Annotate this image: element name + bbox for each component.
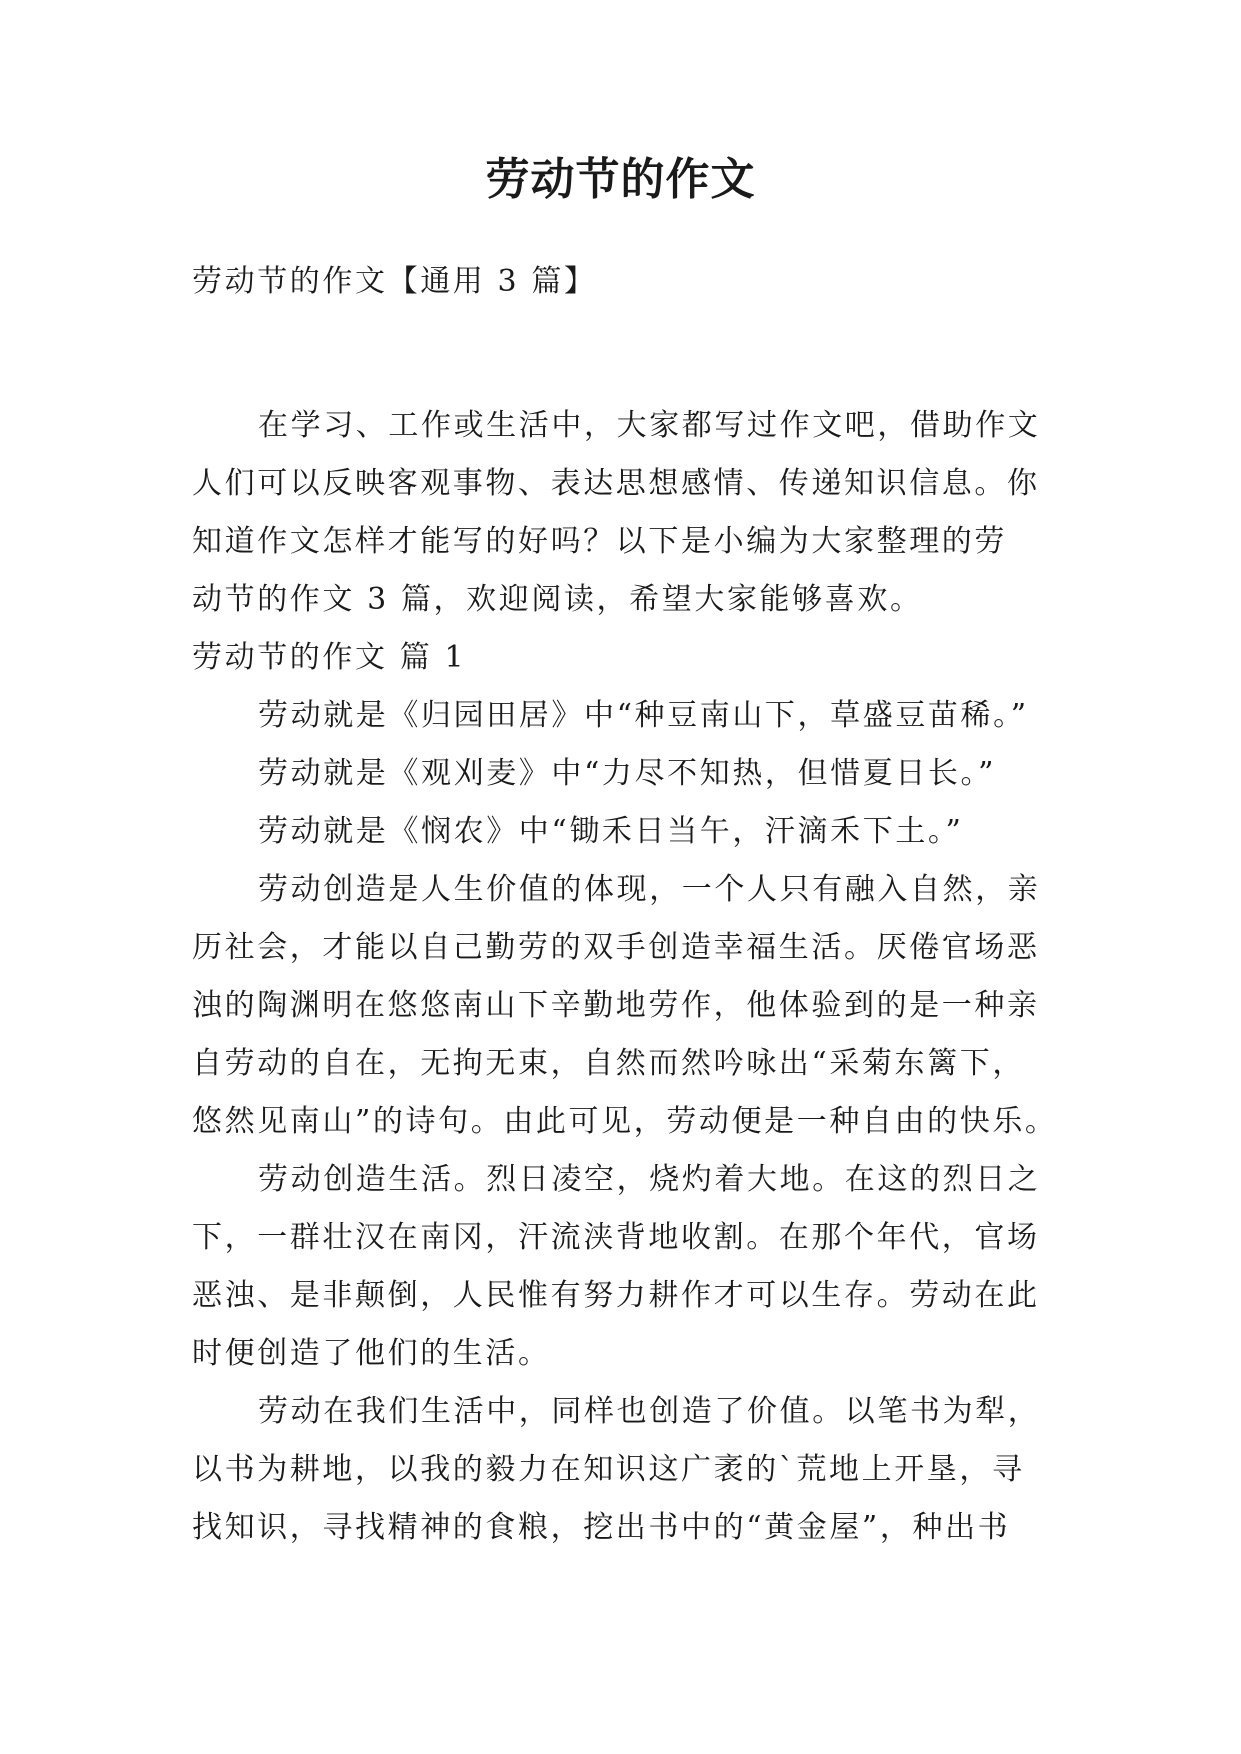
intro-line-4: 动节的作文 3 篇，欢迎阅读，希望大家能够喜欢。	[192, 582, 923, 617]
body-line: 时便创造了他们的生活。	[192, 1336, 551, 1371]
document-subtitle: 劳动节的作文【通用 3 篇】	[192, 264, 597, 299]
intro-line-1: 在学习、工作或生活中，大家都写过作文吧，借助作文	[258, 408, 1041, 443]
body-line: 劳动就是《观刈麦》中“力尽不知热，但惜夏日长。”	[258, 756, 997, 791]
body-line: 历社会，才能以自己勤劳的双手创造幸福生活。厌倦官场恶	[192, 930, 1040, 965]
body-line: 劳动创造生活。烈日凌空，烧灼着大地。在这的烈日之	[258, 1162, 1041, 1197]
body-line: 以书为耕地，以我的毅力在知识这广袤的`荒地上开垦，寻	[192, 1452, 1025, 1487]
body-line: 下，一群壮汉在南冈，汗流浃背地收割。在那个年代，官场	[192, 1220, 1040, 1255]
body-line: 悠然见南山”的诗句。由此可见，劳动便是一种自由的快乐。	[192, 1104, 1058, 1139]
body-line: 找知识，寻找精神的食粮，挖出书中的“黄金屋”，种出书	[192, 1510, 1011, 1545]
document-title: 劳动节的作文	[485, 154, 756, 205]
body-line: 劳动就是《悯农》中“锄禾日当午，汗滴禾下土。”	[258, 814, 964, 849]
section-heading: 劳动节的作文 篇 1	[192, 640, 467, 675]
body-line: 劳动就是《归园田居》中“种豆南山下，草盛豆苗稀。”	[258, 698, 1029, 733]
intro-line-2: 人们可以反映客观事物、表达思想感情、传递知识信息。你	[192, 466, 1040, 501]
body-line: 浊的陶渊明在悠悠南山下辛勤地劳作，他体验到的是一种亲	[192, 988, 1040, 1023]
body-line: 劳动创造是人生价值的体现，一个人只有融入自然，亲	[258, 872, 1041, 907]
intro-line-3: 知道作文怎样才能写的好吗？以下是小编为大家整理的劳	[192, 524, 1007, 559]
body-line: 恶浊、是非颠倒，人民惟有努力耕作才可以生存。劳动在此	[192, 1278, 1040, 1313]
body-line: 劳动在我们生活中，同样也创造了价值。以笔书为犁，	[258, 1394, 1041, 1429]
body-line: 自劳动的自在，无拘无束，自然而然吟咏出“采菊东篱下，	[192, 1046, 1025, 1081]
